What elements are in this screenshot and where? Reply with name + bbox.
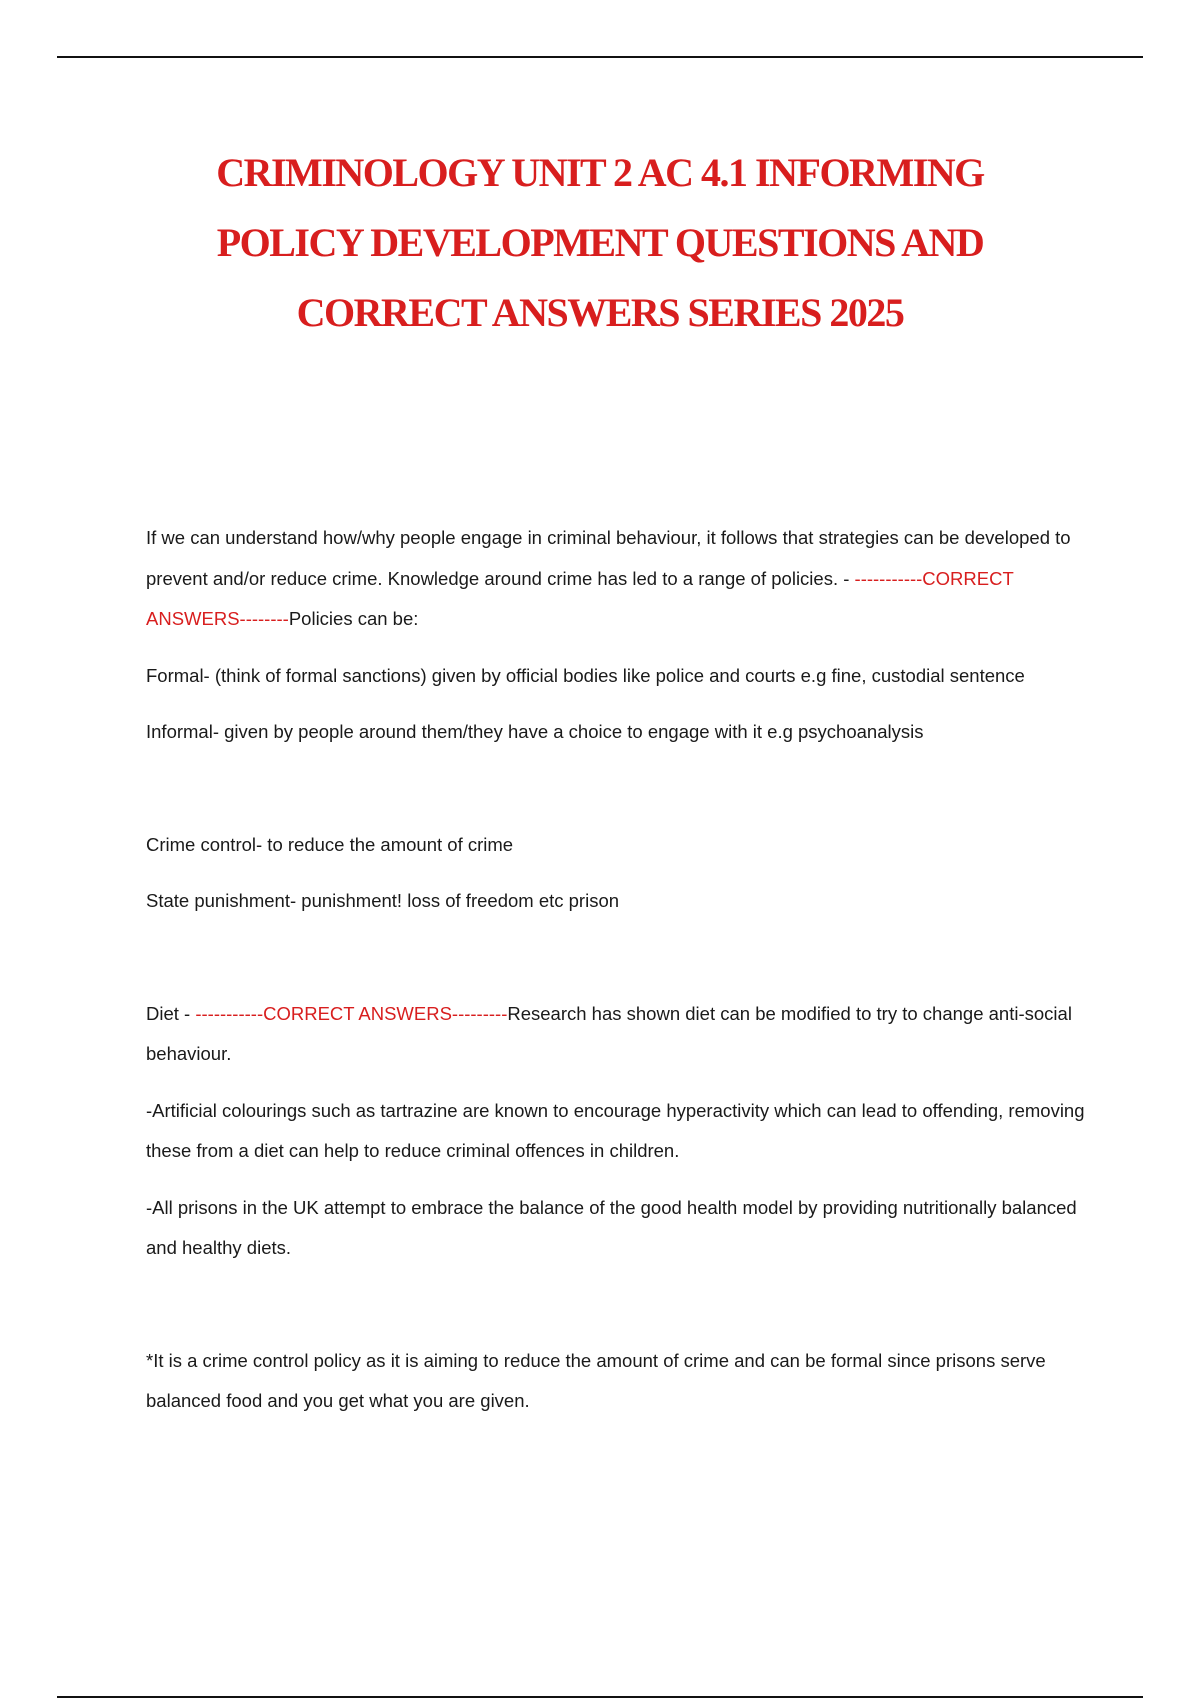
answer-crime-control: Crime control- to reduce the amount of crime <box>146 833 514 855</box>
correct-answers-marker: -----------CORRECT ANSWERS--------- <box>195 1002 508 1024</box>
document-title <box>150 138 1050 348</box>
top-rule <box>57 56 1143 58</box>
answer-point-prisons: -All prisons in the UK attempt to embrace the balance of the good health model by providing nutritionally balanced and healthy diets. <box>146 1196 1077 1258</box>
answer-lead: Policies can be: <box>288 608 419 629</box>
answer-informal: Informal- given by people around them/they have a choice to engage with it e.g psychoanalysis <box>146 721 924 742</box>
answer-note: *It is a crime control policy as it is aiming to reduce the amount of crime and can be formal since prisons serve balanced food and you get what you are given. <box>146 1349 1046 1411</box>
answer-point-colourings: -Artificial colourings such as tartrazine are known to encourage hyperactivity which can lead to offending, removing these from a diet can help to reduce criminal offences in children. <box>146 1099 1085 1161</box>
bottom-rule <box>57 1696 1143 1698</box>
spacer <box>146 769 1086 825</box>
spacer <box>146 1285 1086 1341</box>
title-line-3: CORRECT ANSWERS SERIES 2025 <box>296 290 904 335</box>
spacer <box>146 938 1086 994</box>
question-diet <box>146 994 1086 1075</box>
title-line-1: CRIMINOLOGY UNIT 2 AC 4.1 INFORMING <box>216 150 984 195</box>
title-line-2: POLICY DEVELOPMENT QUESTIONS AND <box>216 220 984 265</box>
answer-state-punishment: State punishment- punishment! loss of freedom etc prison <box>146 890 620 911</box>
document-body <box>146 518 1086 1438</box>
question-policies <box>146 518 1086 640</box>
answer-formal: Formal- (think of formal sanctions) given by official bodies like police and courts e.g fine, custodial sentence <box>146 664 1025 686</box>
question-text: Diet - <box>146 1002 196 1024</box>
question-text: If we can understand how/why people engage in criminal behaviour, it follows that strategies can be developed to prevent and/or reduce crime. Knowledge around crime has led to a range of policies. - <box>146 527 1071 589</box>
correct-answers-marker: -----------CORRECT ANSWERS-------- <box>146 567 1014 629</box>
answer-lead: Research has shown diet can be modified to try to change anti-social behaviour. <box>146 1002 1072 1064</box>
